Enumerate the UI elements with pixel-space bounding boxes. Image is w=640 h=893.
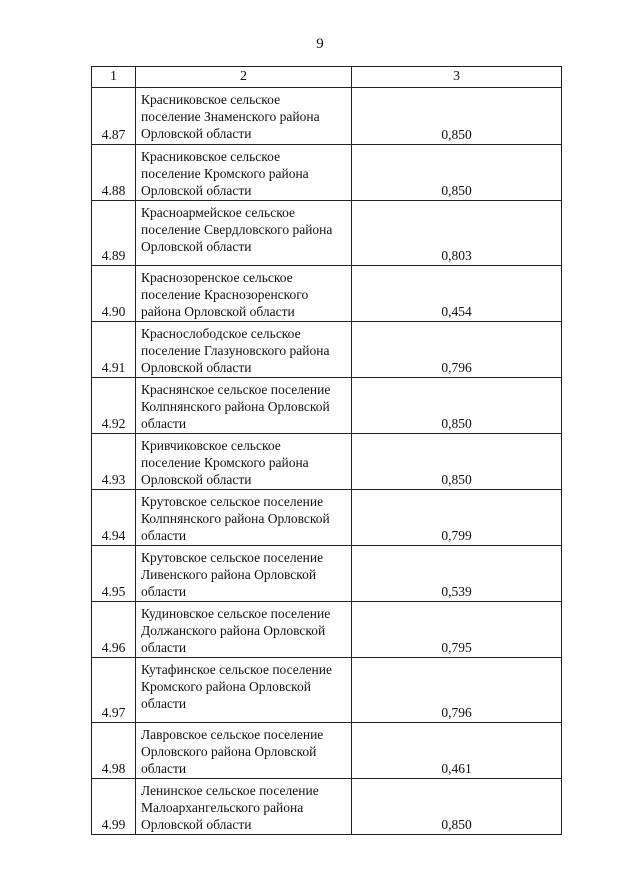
row-number: 4.94 [92,490,136,546]
settlement-name [136,723,352,779]
settlement-name-line: поселение Кромского района [141,166,309,181]
table-row [92,658,562,723]
settlement-name [136,201,352,266]
settlement-name-line: Краснянское сельское поселение [141,382,331,397]
settlement-name [136,145,352,201]
coefficient-value: 0,796 [352,658,562,723]
table-row [92,145,562,201]
row-number: 4.92 [92,378,136,434]
settlement-name [136,434,352,490]
row-number: 4.89 [92,201,136,266]
settlement-name-line: Краснозоренское сельское [141,270,293,285]
table-body [92,67,562,835]
settlement-name-line: поселение Краснозоренского [141,287,309,302]
table-row [92,723,562,779]
coefficient-value: 0,799 [352,490,562,546]
row-number: 4.93 [92,434,136,490]
settlement-name-line: Орловской области [141,360,252,375]
settlement-name [136,658,352,723]
coefficient-value: 0,850 [352,779,562,835]
table-row [92,266,562,322]
coefficient-value: 0,454 [352,266,562,322]
coefficient-value: 0,850 [352,378,562,434]
row-number: 4.99 [92,779,136,835]
table-row [92,322,562,378]
coefficient-value: 0,850 [352,434,562,490]
settlement-name [136,378,352,434]
settlement-name-line: области [141,528,187,543]
table-row [92,434,562,490]
coefficient-value: 0,461 [352,723,562,779]
settlement-name-line: Колпнянского района Орловской [141,511,330,526]
settlement-name-line: Кромского района Орловской [141,679,311,694]
settlement-name-line: района Орловской области [141,304,295,319]
settlement-name-line: Должанского района Орловской [141,623,326,638]
table-header-row [92,67,562,88]
settlement-name-line: области [141,761,187,776]
settlement-name-line: Красноармейское сельское [141,205,295,220]
coefficient-value: 0,795 [352,602,562,658]
settlement-name-line: Орловского района Орловской [141,744,317,759]
settlement-name-line: области [141,416,187,431]
header-cell-name: 2 [136,67,352,88]
page-number: 9 [316,36,324,52]
settlement-name-line: Кудиновское сельское поселение [141,606,331,621]
table-row [92,88,562,145]
row-number: 4.95 [92,546,136,602]
settlement-name-line: Орловской области [141,817,252,832]
header-cell-number: 1 [92,67,136,88]
row-number: 4.96 [92,602,136,658]
settlement-name-line: Краснослободское сельское [141,326,301,341]
row-number: 4.88 [92,145,136,201]
settlement-name-line: Орловской области [141,472,252,487]
table-row [92,490,562,546]
header-cell-value: 3 [352,67,562,88]
table-row [92,602,562,658]
row-number: 4.90 [92,266,136,322]
row-number: 4.91 [92,322,136,378]
row-number: 4.87 [92,88,136,145]
row-number: 4.97 [92,658,136,723]
table-row [92,378,562,434]
settlement-name-line: поселение Свердловского района [141,222,333,237]
settlement-name-line: Крутовское сельское поселение [141,494,324,509]
settlement-name [136,490,352,546]
settlement-name-line: Орловской области [141,126,252,141]
settlement-name-line: Колпнянского района Орловской [141,399,330,414]
table-row [92,779,562,835]
settlement-name-line: Крутовское сельское поселение [141,550,324,565]
coefficient-value: 0,803 [352,201,562,266]
settlement-name-line: Малоархангельского района [141,800,304,815]
settlement-name-line: Ленинское сельское поселение [141,783,319,798]
settlement-name [136,266,352,322]
settlement-name-line: поселение Глазуновского района [141,343,330,358]
coefficient-value: 0,539 [352,546,562,602]
settlement-name [136,88,352,145]
settlement-name-line: области [141,640,187,655]
table-row [92,201,562,266]
settlement-name [136,546,352,602]
settlement-name-line: Красниковское сельское [141,149,281,164]
settlement-name-line: области [141,696,187,711]
settlement-name-line: Кривчиковское сельское [141,438,281,453]
settlement-name [136,602,352,658]
settlement-name-line: Орловской области [141,239,252,254]
settlement-name-line: области [141,584,187,599]
coefficient-table [91,66,562,835]
settlement-name-line: Красниковское сельское [141,92,281,107]
settlement-name [136,322,352,378]
settlement-name-line: поселение Знаменского района [141,109,320,124]
coefficient-value: 0,850 [352,88,562,145]
settlement-name-line: поселение Кромского района [141,455,309,470]
settlement-name-line: Орловской области [141,183,252,198]
table-row [92,546,562,602]
row-number: 4.98 [92,723,136,779]
settlement-name-line: Кутафинское сельское поселение [141,662,332,677]
settlement-name-line: Лавровское сельское поселение [141,727,324,742]
settlement-name [136,779,352,835]
coefficient-value: 0,850 [352,145,562,201]
coefficient-value: 0,796 [352,322,562,378]
settlement-name-line: Ливенского района Орловской [141,567,317,582]
